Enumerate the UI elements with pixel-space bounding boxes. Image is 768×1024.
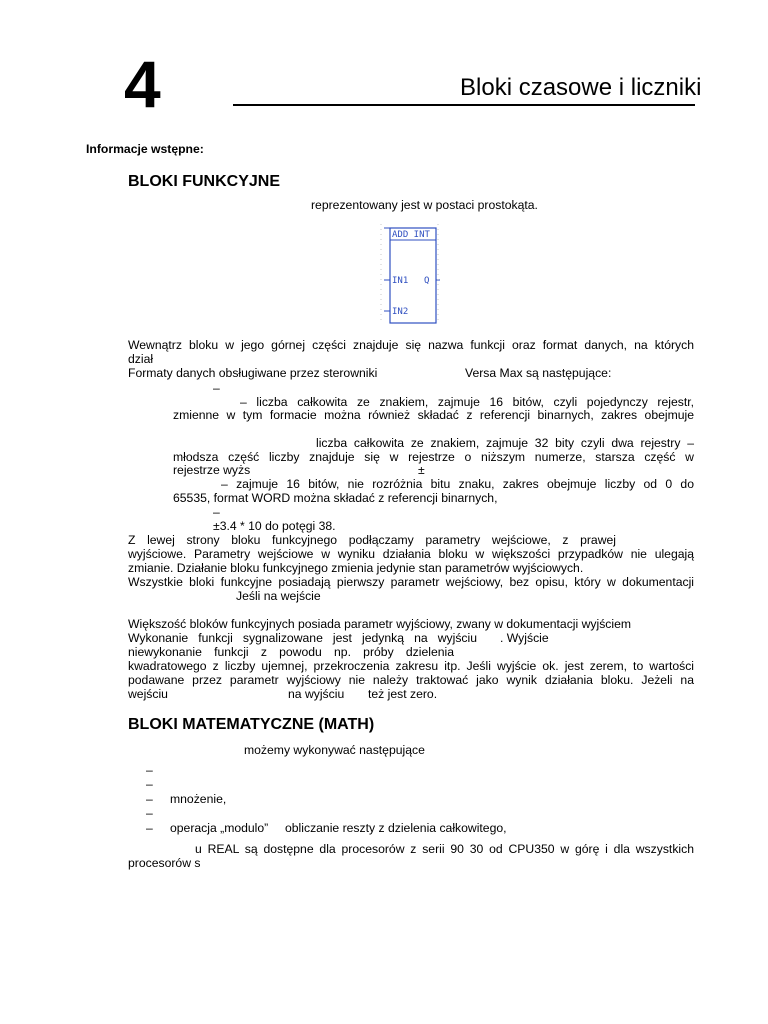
format-dint-line: młodsza część liczby znajduje się w rejestrze o niższym numerze, starsza część w [173,450,694,464]
intro-heading: Informacje wstępne: [86,142,204,156]
paragraph-line: . Wyjście [500,631,549,645]
paragraph-line: u REAL są dostępne dla procesorów z serii 90 30 od CPU350 w górę i dla wszystkich [195,842,694,856]
block-output-q-label: Q [424,276,430,286]
format-dint-line: rejestrze wyżs [173,463,251,477]
format-word-line: – zajmuje 16 bitów, nie rozróżnia bitu znaku, zakres obejmuje liczby od 0 do [221,477,694,491]
list-item-modulo: operacja „modulo” [170,821,269,835]
block-input-in1-label: IN1 [392,276,409,286]
paragraph-line: podawane przez parametr wyjściowy nie należy traktować jako wynik działania bloku. Jeżeli na [128,673,694,687]
paragraph-line: Wewnątrz bloku w jego górnej części znajduje się nazwa funkcji oraz format danych, na których [128,338,694,352]
list-item-modulo-desc: obliczanie reszty z dzielenia całkowitego, [285,821,507,835]
paragraph-line: Większość bloków funkcyjnych posiada parametr wyjściowy, zwany w dokumentacji wyjściem [128,617,632,631]
paragraph-line: procesorów s [128,856,201,870]
paragraph-line: na wyjściu [288,687,345,701]
block-input-in2-label: IN2 [392,307,409,317]
paragraph-line: niewykonanie funkcji z powodu np. próby dzielenia [128,645,454,659]
chapter-title: Bloki czasowe i liczniki [460,74,702,101]
section-heading-function-blocks: BLOKI FUNKCYJNE [128,173,281,190]
paragraph-line: Formaty danych obsługiwane przez sterowniki [128,366,378,380]
text-line: możemy wykonywać następujące [244,743,425,757]
format-dint-line: liczba całkowita ze znakiem, zajmuje 32 bity czyli dwa rejestry – [316,436,694,450]
function-block-diagram [376,224,442,333]
section-heading-math-blocks: BLOKI MATEMATYCZNE (MATH) [128,716,375,733]
format-real-line: ±3.4 * 10 do potęgi 38. [213,519,336,533]
list-item-dash: – [146,777,153,791]
list-item-dash: – [146,792,153,806]
paragraph-line: wejściu [128,687,168,701]
chapter-number: 4 [124,47,161,121]
paragraph-line: Versa Max są następujące: [465,366,612,380]
paragraph-line: wyjściowe. Parametry wejściowe w wyniku działania bloku w większości przypadków nie ulegają [128,547,694,561]
paragraph-line: Z lewej strony bloku funkcyjnego podłączamy parametry wejściowe, z prawej [128,533,616,547]
paragraph-line: Wszystkie bloki funkcyjne posiadają pierwszy parametr wejściowy, bez opisu, który w dokumentacji [128,575,694,589]
paragraph-line: kwadratowego z liczby ujemnej, przekroczenia zakresu itp. Jeśli wyjście ok. jest zerem, to wartości [128,659,694,673]
list-dash: – [213,505,220,519]
paragraph-line: Jeśli na wejście [236,589,321,603]
format-int-line: zmienne w tym formacie można również składać z referencji binarnych, zakres obejmuje [173,408,694,422]
paragraph-line: zmianie. Działanie bloku funkcyjnego zmienia jedynie stan parametrów wyjściowych. [128,561,584,575]
list-item-dash: – [146,821,153,835]
paragraph-line: dział [128,352,154,366]
list-item-dash: – [146,806,153,820]
block-header-label: ADD INT [392,230,430,240]
text-line: reprezentowany jest w postaci prostokąta. [311,198,538,212]
list-item-dash: – [146,763,153,777]
chapter-title-rule [233,104,695,106]
plus-minus-sign: ± [418,463,425,477]
format-int-line: – liczba całkowita ze znakiem, zajmuje 16 bitów, czyli pojedynczy rejestr, [240,395,694,409]
list-dash: – [213,381,220,395]
paragraph-line: Wykonanie funkcji sygnalizowane jest jedynką na wyjściu [128,631,477,645]
format-word-line: 65535, format WORD można składać z referencji binarnych, [173,491,498,505]
list-item-multiplication: mnożenie, [170,792,227,806]
paragraph-line: też jest zero. [368,687,438,701]
